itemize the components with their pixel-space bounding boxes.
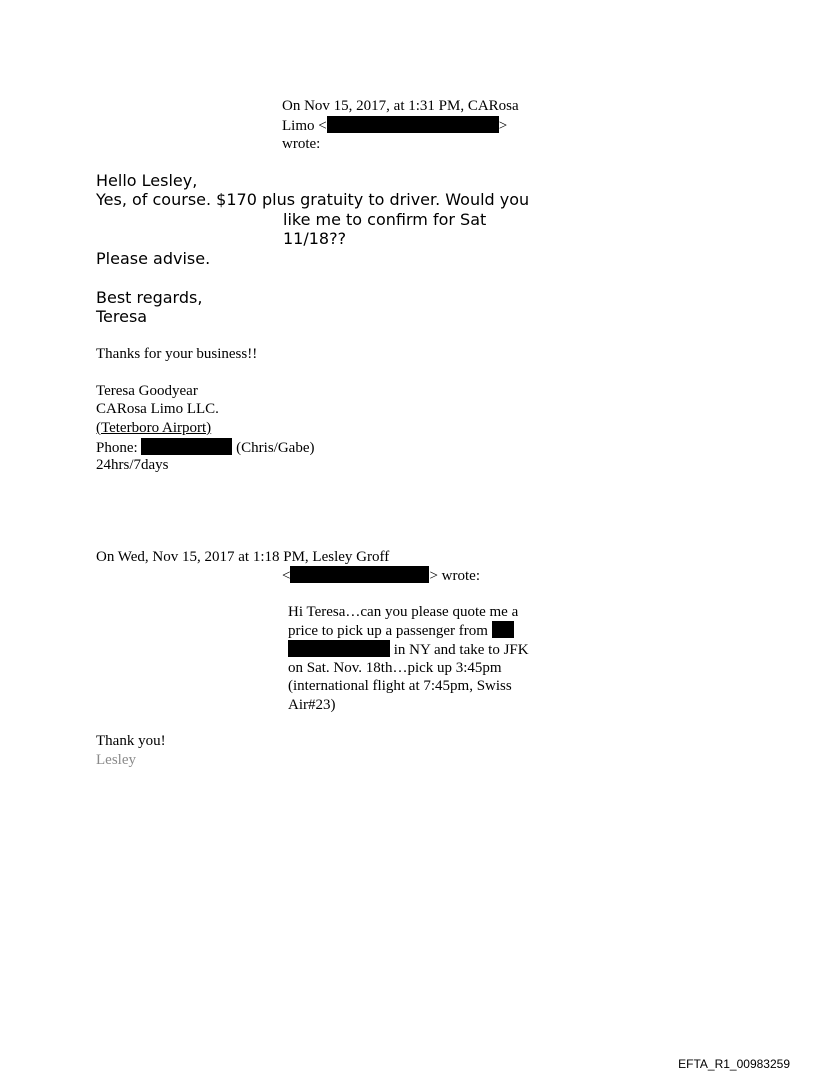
redaction-box <box>327 116 499 133</box>
signature-hours: 24hrs/7days <box>96 457 169 473</box>
original-body-line-2: price to pick up a passenger from <box>288 621 514 641</box>
reply-body-line-2: like me to confirm for Sat <box>283 210 487 229</box>
reply-header-line-3: wrote: <box>282 136 321 152</box>
redaction-box <box>290 566 429 583</box>
original-header-line-2: < > wrote: <box>282 568 480 584</box>
original-header-line-1: On Wed, Nov 15, 2017 at 1:18 PM, Lesley Groff <box>96 549 390 565</box>
original-body-line-5: (international flight at 7:45pm, Swiss <box>288 678 512 694</box>
reply-signoff-name: Teresa <box>96 307 148 326</box>
signature-name: Teresa Goodyear <box>96 383 198 399</box>
reply-advise: Please advise. <box>96 249 211 268</box>
original-body-line-4: on Sat. Nov. 18th…pick up 3:45pm <box>288 660 502 676</box>
closing-name: Lesley <box>96 752 136 768</box>
bates-number: EFTA_R1_00983259 <box>678 1057 790 1071</box>
redaction-box <box>492 621 514 638</box>
reply-header-line-1: On Nov 15, 2017, at 1:31 PM, CARosa <box>282 98 519 114</box>
reply-body-line-1: Yes, of course. $170 plus gratuity to driver. Would you <box>96 190 530 209</box>
reply-greeting: Hello Lesley, <box>96 171 198 190</box>
reply-header-line-2: Limo < > <box>282 118 508 134</box>
original-body-line-1: Hi Teresa…can you please quote me a <box>288 604 519 620</box>
closing-thanks: Thank you! <box>96 733 166 749</box>
original-body-line-3: in NY and take to JFK <box>288 640 529 660</box>
redaction-box <box>141 438 232 455</box>
signature-thanks: Thanks for your business!! <box>96 346 258 362</box>
reply-body-line-3: 11/18?? <box>283 229 347 248</box>
original-body-line-6: Air#23) <box>288 697 336 713</box>
signature-company: CARosa Limo LLC. <box>96 401 219 417</box>
signature-phone: Phone: (Chris/Gabe) <box>96 440 315 456</box>
signature-location: (Teterboro Airport) <box>96 420 212 436</box>
redaction-box <box>288 640 390 657</box>
reply-closing: Best regards, <box>96 288 203 307</box>
